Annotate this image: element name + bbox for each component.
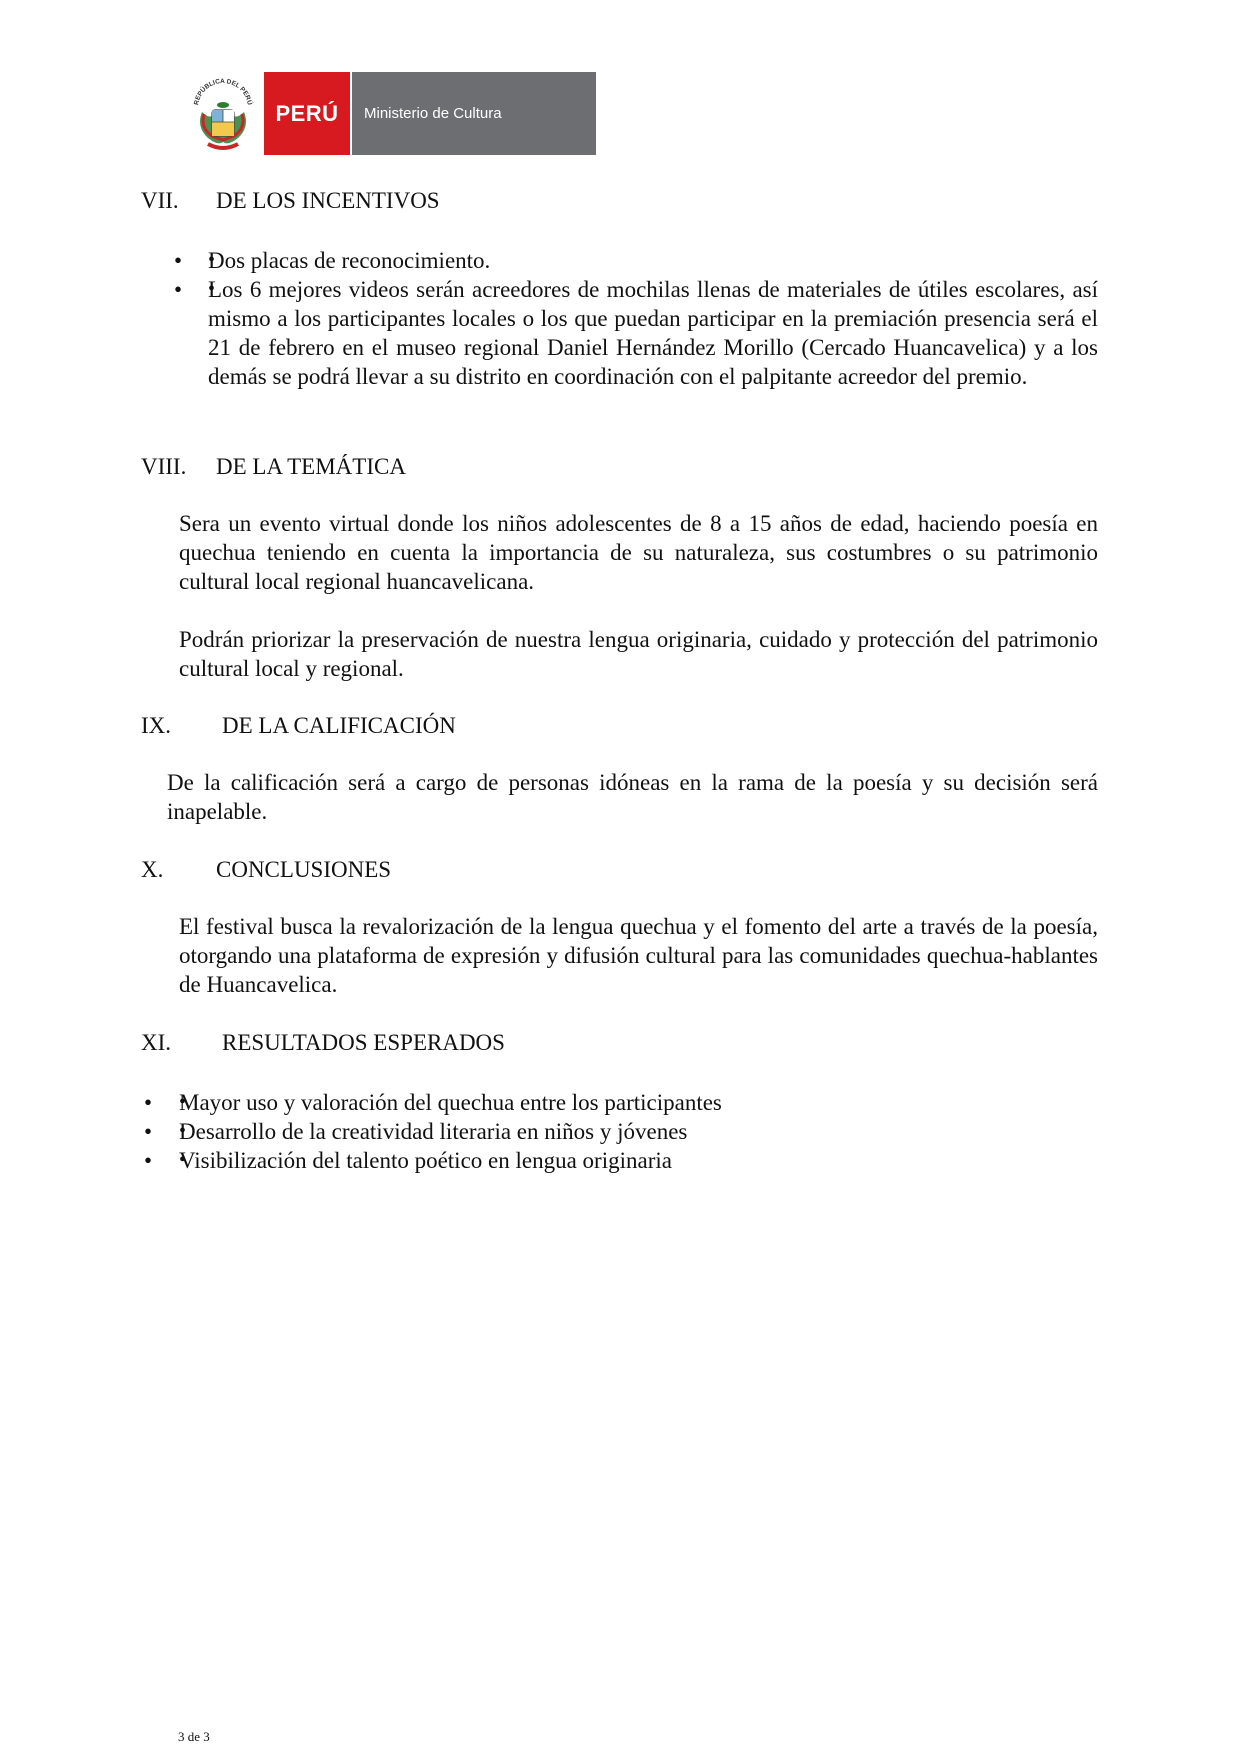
peru-label: PERÚ — [264, 72, 350, 155]
section-number: X. — [141, 857, 164, 882]
list-item: • • Desarrollo de la creatividad literaria en niños y jóvenes — [179, 1117, 1098, 1146]
list-item: • • Visibilización del talento poético en lengua originaria — [179, 1146, 1098, 1175]
thematic-paragraph-1: Sera un evento virtual donde los niños adolescentes de 8 a 15 años de edad, haciendo poesía en quechua teniendo en cuenta la importancia de su naturaleza, sus costumbres o su patrimonio cultural local regional huancavelicana. — [179, 511, 1098, 594]
peru-coat-of-arms-icon — [188, 72, 258, 155]
qualification-paragraph: De la calificación será a cargo de personas idóneas en la rama de la poesía y su decisión será inapelable. — [167, 770, 1098, 824]
conclusions-paragraph: El festival busca la revalorización de la lengua quechua y el fomento del arte a través de la poesía, otorgando una plataforma de expresión y difusión cultural para las comunidades quechua-hablantes de Huancavelica. — [179, 914, 1098, 997]
page-number: 3 de 3 — [178, 1729, 210, 1744]
incentives-list — [174, 246, 1098, 391]
ministry-header — [188, 72, 596, 155]
expected-results-list — [144, 1088, 1098, 1175]
section-number: IX. — [141, 713, 172, 738]
section-number: VII. — [141, 188, 179, 213]
seal-text: REPÚBLICA DEL PERÚ — [193, 77, 253, 106]
section-title: RESULTADOS ESPERADOS — [222, 1030, 505, 1055]
section-heading-ix — [141, 711, 456, 740]
section-number: VIII. — [141, 454, 187, 479]
svg-text:REPÚBLICA DEL PERÚ — [193, 78, 255, 106]
list-item: • • Dos placas de reconocimiento. — [208, 246, 1098, 275]
section-heading-viii — [141, 452, 406, 481]
list-item: • • Los 6 mejores videos serán acreedores de mochilas llenas de materiales de útiles escolares, así mismo a los participantes locales o los que puedan participar en la premiación presencia será el 21 de febrero en el museo regional Daniel Hernández Morillo (Cercado Huancavelica) y a los demás se podrá llevar a su distrito en coordinación con el palpitante acreedor del premio. — [208, 275, 1098, 391]
list-item: • • Mayor uso y valoración del quechua entre los participantes — [179, 1088, 1098, 1117]
section-heading-vii — [141, 186, 440, 215]
section-title: DE LA TEMÁTICA — [216, 454, 406, 479]
section-heading-x — [141, 855, 391, 884]
section-heading-xi — [141, 1028, 505, 1057]
section-title: DE LOS INCENTIVOS — [216, 188, 440, 213]
section-title: CONCLUSIONES — [216, 857, 392, 882]
section-title: DE LA CALIFICACIÓN — [222, 713, 456, 738]
ministry-label: Ministerio de Cultura — [352, 72, 596, 155]
section-number: XI. — [141, 1030, 172, 1055]
thematic-paragraph-2: Podrán priorizar la preservación de nuestra lengua originaria, cuidado y protección del patrimonio cultural local y regional. — [179, 627, 1098, 681]
